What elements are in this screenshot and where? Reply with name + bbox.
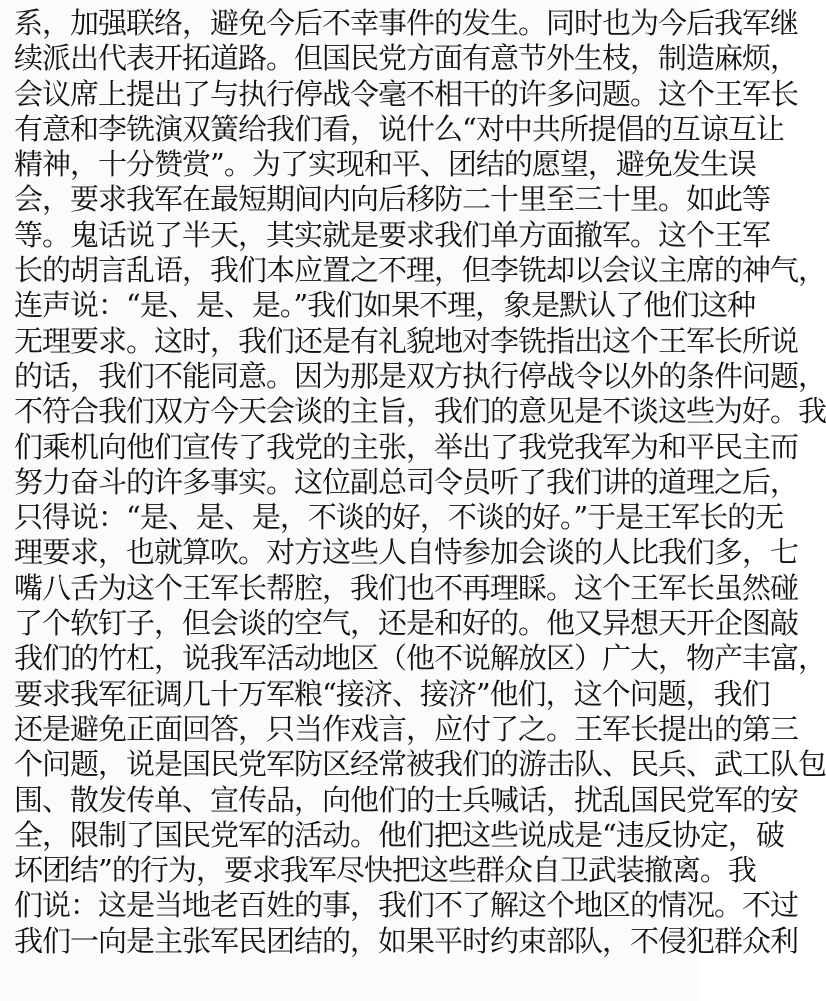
text-line-23: 围、散发传单、宣传品，向他们的士兵喊话，扰乱国民党军的安 [14, 782, 799, 817]
text-line-8: 长的胡言乱语，我们本应置之不理，但李铣却以会议主席的神气， [14, 253, 826, 288]
text-line-21: 还是避免正面回答，只当作戏言，应付了之。王军长提出的第三 [14, 711, 799, 746]
text-line-10: 无理要求。这时，我们还是有礼貌地对李铣指出这个王军长所说 [14, 323, 799, 358]
text-line-14: 努力奋斗的许多事实。这位副总司令员听了我们讲的道理之后， [14, 464, 799, 499]
text-line-3: 会议席上提出了与执行停战令毫不相干的许多问题。这个王军长 [14, 76, 799, 111]
text-line-9: 连声说：“是、是、是。”我们如果不理，象是默认了他们这种 [14, 288, 756, 323]
text-line-24: 全，限制了国民党军的活动。他们把这些说成是“违反协定，破 [14, 817, 784, 852]
text-line-22: 个问题，说是国民党军防区经常被我们的游击队、民兵、武工队包 [14, 747, 826, 782]
text-line-1: 系，加强联络，避免今后不幸事件的发生。同时也为今后我军继 [14, 6, 799, 40]
text-line-26: 们说：这是当地老百姓的事，我们不了解这个地区的情况。不过 [14, 888, 799, 923]
text-line-19: 我们的竹杠，说我军活动地区（他不说解放区）广大，物产丰富， [14, 641, 826, 676]
text-line-18: 了个软钉子，但会谈的空气，还是和好的。他又异想天开企图敲 [14, 606, 799, 641]
text-line-17: 嘴八舌为这个王军长帮腔，我们也不再理睬。这个王军长虽然碰 [14, 570, 799, 605]
text-line-4: 有意和李铣演双簧给我们看，说什么“对中共所提倡的互谅互让 [14, 111, 784, 146]
text-line-7: 等。鬼话说了半天，其实就是要求我们单方面撤军。这个王军 [14, 217, 771, 252]
text-line-13: 们乘机向他们宣传了我党的主张，举出了我党我军为和平民主而 [14, 429, 799, 464]
text-line-6: 会，要求我军在最短期间内向后移防二十里至三十里。如此等 [14, 182, 771, 217]
text-line-12: 不符合我们双方今天会谈的主旨，我们的意见是不谈这些为好。我 [14, 394, 826, 429]
body-text [14, 6, 826, 959]
text-line-25: 坏团结”的行为，要求我军尽快把这些群众自卫武装撤离。我 [14, 853, 756, 888]
text-line-20: 要求我军征调几十万军粮“接济、接济”他们，这个问题，我们 [14, 676, 770, 711]
text-line-5: 精神，十分赞赏”。为了实现和平、团结的愿望，避免发生误 [14, 147, 756, 182]
text-line-27: 我们一向是主张军民团结的，如果平时约束部队，不侵犯群众利 [14, 923, 799, 958]
text-line-15: 只得说：“是、是、是，不谈的好，不谈的好。”于是王军长的无 [14, 500, 784, 535]
text-line-2: 续派出代表开拓道路。但国民党方面有意节外生枝，制造麻烦， [14, 41, 799, 76]
text-line-16: 理要求，也就算吹。对方这些人自恃参加会谈的人比我们多，七 [14, 535, 799, 570]
text-line-11: 的话，我们不能同意。因为那是双方执行停战令以外的条件问题， [14, 358, 826, 393]
